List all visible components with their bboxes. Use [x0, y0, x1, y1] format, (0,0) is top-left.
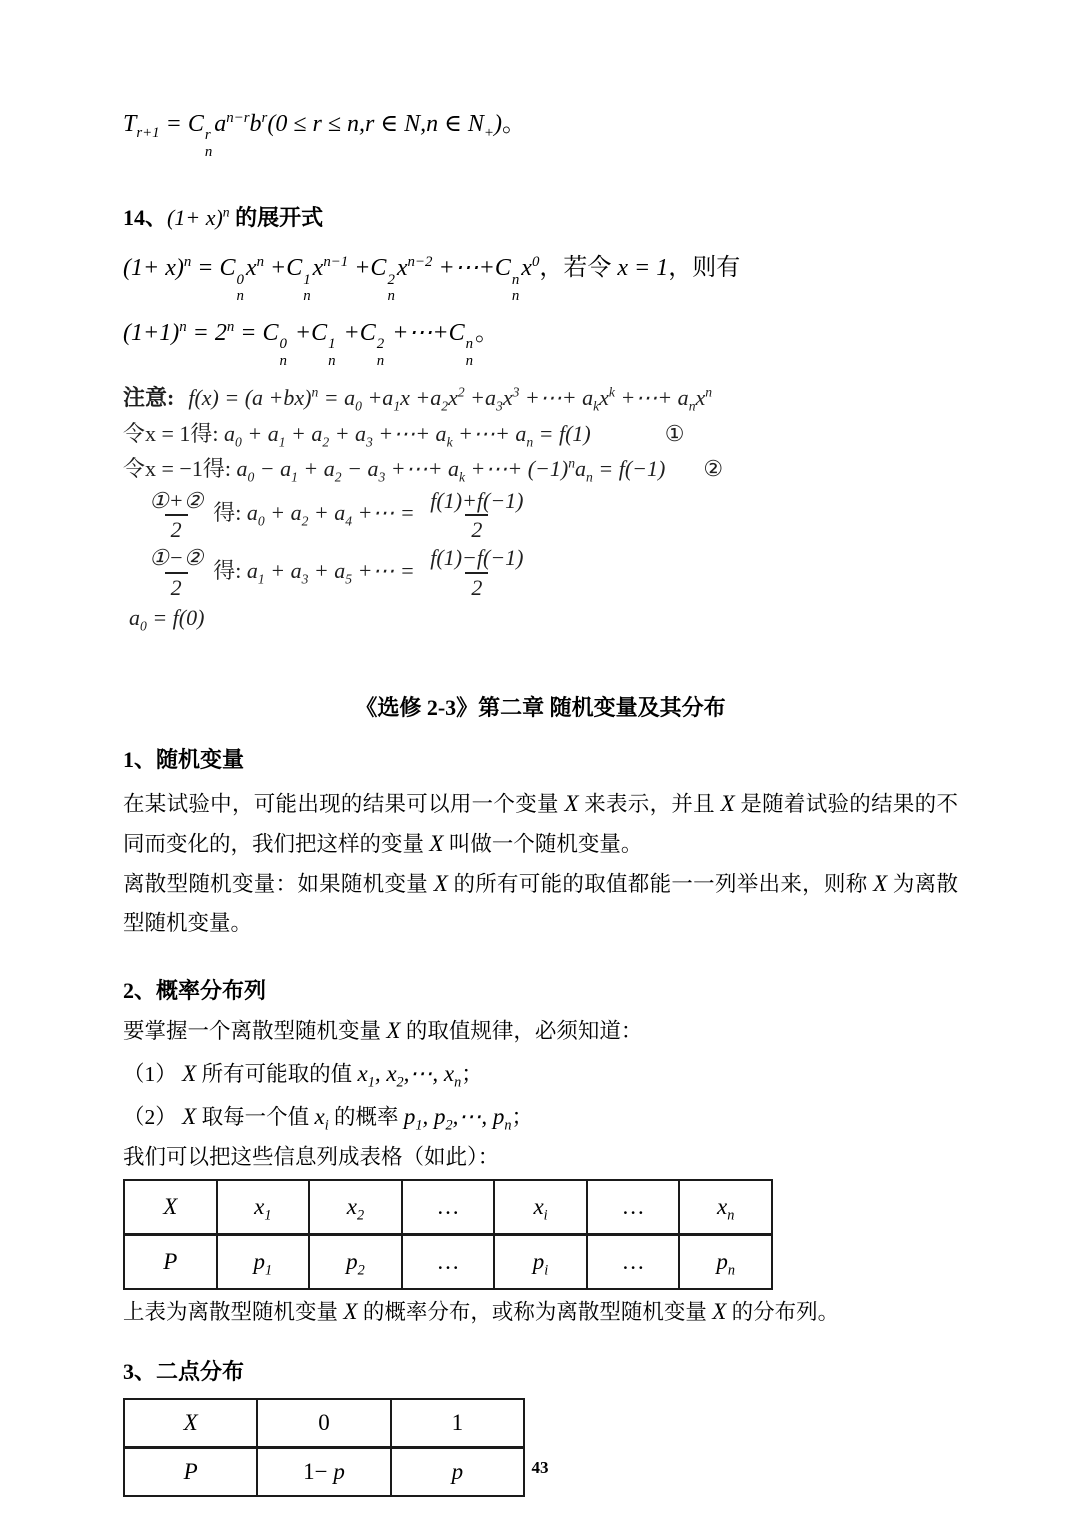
table-cell: 1	[391, 1399, 524, 1448]
notice-line-2	[123, 416, 958, 451]
notice-line-2-prefix: 令x = 1得:	[123, 421, 225, 447]
section-2-item-2: （2） X 取每一个值 $x_i$ 的概率 $p_1$, $p_2,\cdots$, $p_n$；	[123, 1104, 534, 1134]
notice-line-2-math: $a_0 + a_1 + a_2 + a_3$ +⋯+ $a_k$ +⋯+ $a_n = f(1)$	[224, 421, 591, 450]
equation-tag-1: ①	[664, 421, 685, 447]
notice-block	[123, 379, 958, 634]
two-point-distribution-table	[123, 1398, 525, 1497]
table-cell: …	[402, 1235, 495, 1290]
table-cell: …	[402, 1180, 495, 1235]
probability-distribution-table	[123, 1179, 773, 1290]
table-row	[124, 1180, 772, 1235]
section-2-intro: 要掌握一个离散型随机变量 X 的取值规律，必须知道：	[123, 1018, 643, 1044]
formula-expansion-line1: $(1+ x)^n = C$ 0 n $x^n +C$ 1 n $x^{n-1} +C$ 2 n $x^{n-2}$ +⋯+C n n $x^0$，若令 x = 1，则有	[123, 254, 741, 305]
notice-line-3-prefix: 令x = −1得:	[123, 456, 237, 482]
equation-tag-2: ②	[703, 456, 724, 482]
section-2-heading: 2、概率分布列	[123, 978, 267, 1004]
table-cell: $p_i$	[494, 1235, 587, 1290]
table-cell: 1− p	[257, 1448, 390, 1497]
page-number: 43	[531, 1458, 549, 1477]
table-row	[124, 1235, 772, 1290]
table-caption: 上表为离散型随机变量 X 的概率分布，或称为离散型随机变量 X 的分布列。	[123, 1299, 840, 1325]
table-cell: p	[391, 1448, 524, 1497]
table-cell: X	[124, 1180, 217, 1235]
section-1-paragraph-1: 在某试验中，可能出现的结果可以用一个变量 X 来表示，并且 X 是随着试验的结果的不同而变化的，我们把这样的变量 X 叫做一个随机变量。	[123, 791, 958, 857]
notice-line-5: $\frac{\text{①−②}}{2}$ 得: $a_1 + a_3 + a_5$ +⋯ = $\frac{f(1)-f(-1)}{2}$	[149, 545, 524, 600]
formula-binomial-general-term: $T_{r+1} = C$ r n $a^{n-r}b^r(0 \le r \le n,r$ ∈ N,n ∈ $N_+$)。	[123, 110, 526, 160]
section-14-heading-formula: $(1+ x)^n$	[167, 205, 230, 231]
notice-line-1	[123, 379, 958, 416]
table-row	[124, 1399, 524, 1448]
notice-line-6: $a_0 = f(0)$	[129, 605, 205, 634]
table-cell: P	[124, 1448, 257, 1497]
table-cell: $x_n$	[679, 1180, 772, 1235]
section-14-heading	[123, 202, 958, 234]
notice-line-1-math: $f(x) = (a +bx)^n = a_0 +a_1x +a_2x^2 +a_3x^3$ +⋯+ $a_kx^k$ +⋯+ $a_nx^n$	[188, 385, 713, 414]
notice-line-3	[123, 451, 958, 486]
table-cell: P	[124, 1235, 217, 1290]
section-2-item-1: （1） X 所有可能取的值 $x_1$, $x_2,\cdots$, $x_n$；	[123, 1061, 483, 1091]
table-cell: $p_n$	[679, 1235, 772, 1290]
table-cell: $x_1$	[217, 1180, 310, 1235]
table-cell: $x_i$	[494, 1180, 587, 1235]
table-cell: …	[587, 1180, 680, 1235]
section-2-table-lead: 我们可以把这些信息列成表格（如此）：	[123, 1145, 500, 1170]
notice-line-4: $\frac{\text{①+②}}{2}$ 得: $a_0 + a_2 + a_4$ +⋯ = $\frac{f(1)+f(-1)}{2}$	[149, 487, 524, 543]
formula-expansion-line2: $(1+1)^n = 2^n = C$ 0 n +C 1 n +C 2 n +⋯+C n n 。	[123, 318, 500, 369]
notice-line-3-math: $a_0 - a_1 + a_2 - a_3$ +⋯+ $a_k$ +⋯+ $(-1)^na_n = f(-1)$	[236, 456, 666, 485]
table-cell: X	[124, 1399, 257, 1448]
section-1-heading: 1、随机变量	[123, 747, 245, 773]
section-14-number: 14、	[123, 205, 168, 231]
section-3-heading: 3、二点分布	[123, 1359, 245, 1385]
table-cell: $p_2$	[309, 1235, 402, 1290]
section-1-paragraph-2: 离散型随机变量：如果随机变量 X 的所有可能的取值都能一一列举出来，则称 X 为离散型随机变量。	[123, 871, 958, 936]
chapter-title: 《选修 2-3》第二章 随机变量及其分布	[355, 695, 726, 721]
table-cell: $x_2$	[309, 1180, 402, 1235]
table-cell: $p_1$	[217, 1235, 310, 1290]
table-cell: 0	[257, 1399, 390, 1448]
section-14-heading-text: 的展开式	[229, 205, 324, 231]
notice-label: 注意:	[123, 385, 175, 411]
table-cell: …	[587, 1235, 680, 1290]
